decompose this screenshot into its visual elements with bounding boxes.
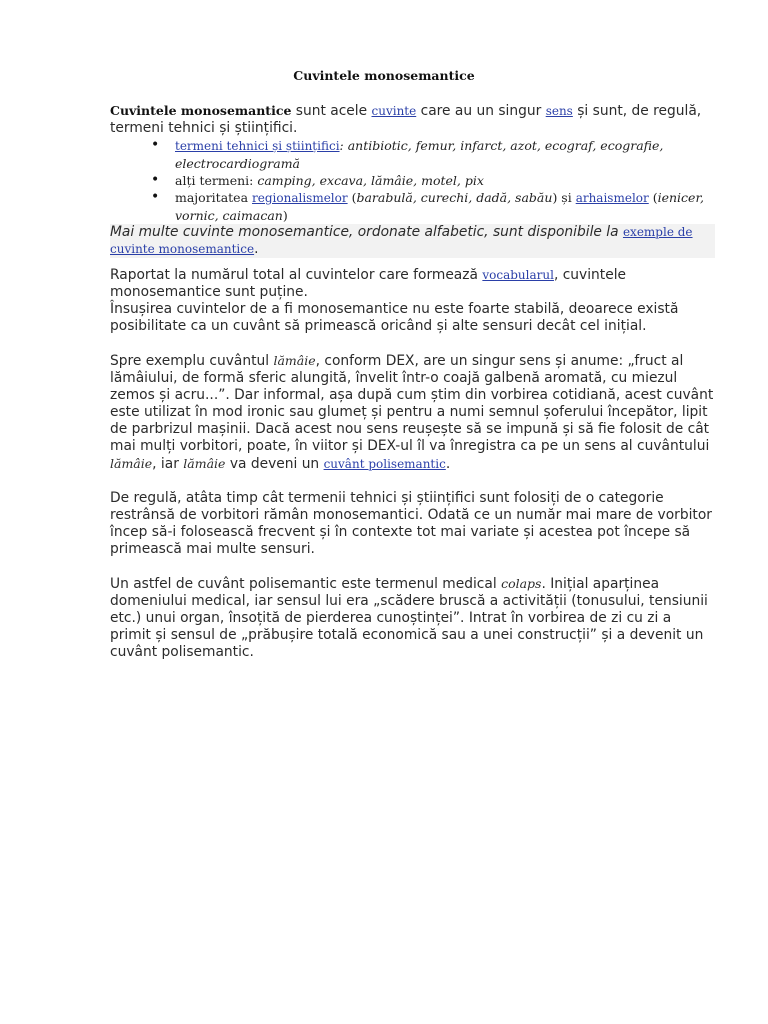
intro-paragraph: [110, 102, 715, 137]
more-examples-text: Mai multe cuvinte monosemantice, ordonate alfabetic, sunt disponibile la: [110, 224, 623, 240]
p3-text-b: , conform DEX, are un singur sens și anume: „fruct al lămâiului, de formă sferic alungită, învelit într-o coajă galbenă aromată, cu miezul zemos și acru...”. Dar informal, așa după cum știm din vorbirea cotidiană, acest cuvânt este utilizat în mod ironic sau glumeț și pentru a numi semnul șoferului începător, lipit de parbrizul mașinii. Dacă acest nou sens reușește să se impună și să fie folosit de cât mai mulți vorbitori, poate, în viitor și DEX-ul îl va înregistra ca pe un sens al cuvântului: [110, 353, 714, 454]
regionalisms-prefix: majoritatea: [175, 190, 253, 205]
list-item-other-terms: [110, 172, 715, 189]
examples-list: [110, 137, 715, 224]
technical-terms-examples: : antibiotic, femur, infarct, azot, ecograf, ecografie, electrocardiogramă: [175, 138, 664, 171]
list-item-technical-terms: [110, 137, 715, 172]
paragraph-colaps-example: [110, 575, 715, 661]
p3-text-e: .: [445, 456, 451, 472]
p3-text-c: , iar: [152, 456, 184, 472]
word-lamaie-1: lămâie: [273, 353, 316, 368]
link-sens[interactable]: sens: [545, 104, 573, 118]
link-termeni-tehnici[interactable]: termeni tehnici și științifici: [175, 139, 340, 153]
p5-text-b: . Inițial aparținea domeniului medical, iar sensul lui era „scădere bruscă a activității (tonusului, tensiunii etc.) unui organ, însoțită de pierderea cunoștinței”. Intrat în vorbirea de zi cu zi a primit și sensul de „prăbușire totală economică sau a unei construcții” și a devenit un cuvânt polisemantic.: [110, 576, 708, 660]
list-item-regionalisms: [110, 189, 715, 224]
document-title: Cuvintele monosemantice: [293, 68, 475, 83]
p1-text-a: Raportat la numărul total al cuvintelor care formează: [110, 267, 483, 283]
p5-text-a: Un astfel de cuvânt polisemantic este termenul medical: [110, 576, 502, 592]
more-examples-end: .: [254, 241, 259, 257]
link-vocabularul[interactable]: vocabularul: [482, 268, 554, 282]
link-regionalisme[interactable]: regionalismelor: [252, 191, 348, 205]
paragraph-gap: [110, 335, 715, 352]
p1-text-b: , cuvintele monosemantice sunt puține.: [110, 267, 627, 300]
paragraph-gap: [110, 558, 715, 575]
other-terms-examples: camping, excava, lămâie, motel, pix: [257, 173, 484, 188]
regionalisms-examples: barabulă, curechi, dadă, sabău: [356, 190, 553, 205]
intro-term: Cuvintele monosemantice: [110, 103, 292, 118]
intro-text-1: sunt acele: [291, 103, 372, 119]
paren-close: ): [282, 208, 288, 223]
link-cuvinte[interactable]: cuvinte: [371, 104, 417, 118]
intro-text-2: care au un singur: [416, 103, 546, 119]
p3-text-d: va deveni un: [225, 456, 324, 472]
paragraph-gap: [110, 473, 715, 490]
link-exemple[interactable]: exemple de cuvinte monosemantice: [110, 225, 693, 256]
link-arhaisme[interactable]: arhaismelor: [575, 191, 649, 205]
word-colaps: colaps: [501, 576, 542, 591]
spacer: [110, 258, 715, 267]
word-lamaie-2: lămâie: [110, 456, 153, 471]
intro-text-3: și sunt, de regulă, termeni tehnici și științifici.: [110, 103, 702, 136]
paragraph-lamaie-example: [110, 352, 715, 473]
paragraph-technical-terms: De regulă, atâta timp cât termenii tehnici și științifici sunt folosiți de o categorie restrânsă de vorbitori rămân monosemantici. Odată ce un număr mai mare de vorbitor încep să-i folosească frecvent și în contexte tot mai variate și acestea pot începe să primească mai multe sensuri.: [110, 490, 712, 557]
paren-open-1: (: [347, 190, 357, 205]
paragraph-stability: Însușirea cuvintelor de a fi monosemantice nu este foarte stabilă, deoarece există posibilitate ca un cuvânt să primească oricând și alte sensuri decât cel inițial.: [110, 301, 679, 334]
p3-text-a: Spre exemplu cuvântul: [110, 353, 274, 369]
more-examples-note: [110, 224, 715, 258]
link-cuvant-polisemantic[interactable]: cuvânt polisemantic: [323, 457, 446, 471]
word-lamaie-3: lămâie: [183, 456, 226, 471]
archaisms-examples: ienicer, vornic, caimacan: [175, 190, 705, 223]
paragraph-vocabulary: [110, 267, 715, 301]
document-body: [110, 102, 715, 661]
and-connector: ) și: [552, 190, 576, 205]
paren-open-2: (: [648, 190, 658, 205]
other-terms-label: alți termeni:: [175, 173, 258, 188]
